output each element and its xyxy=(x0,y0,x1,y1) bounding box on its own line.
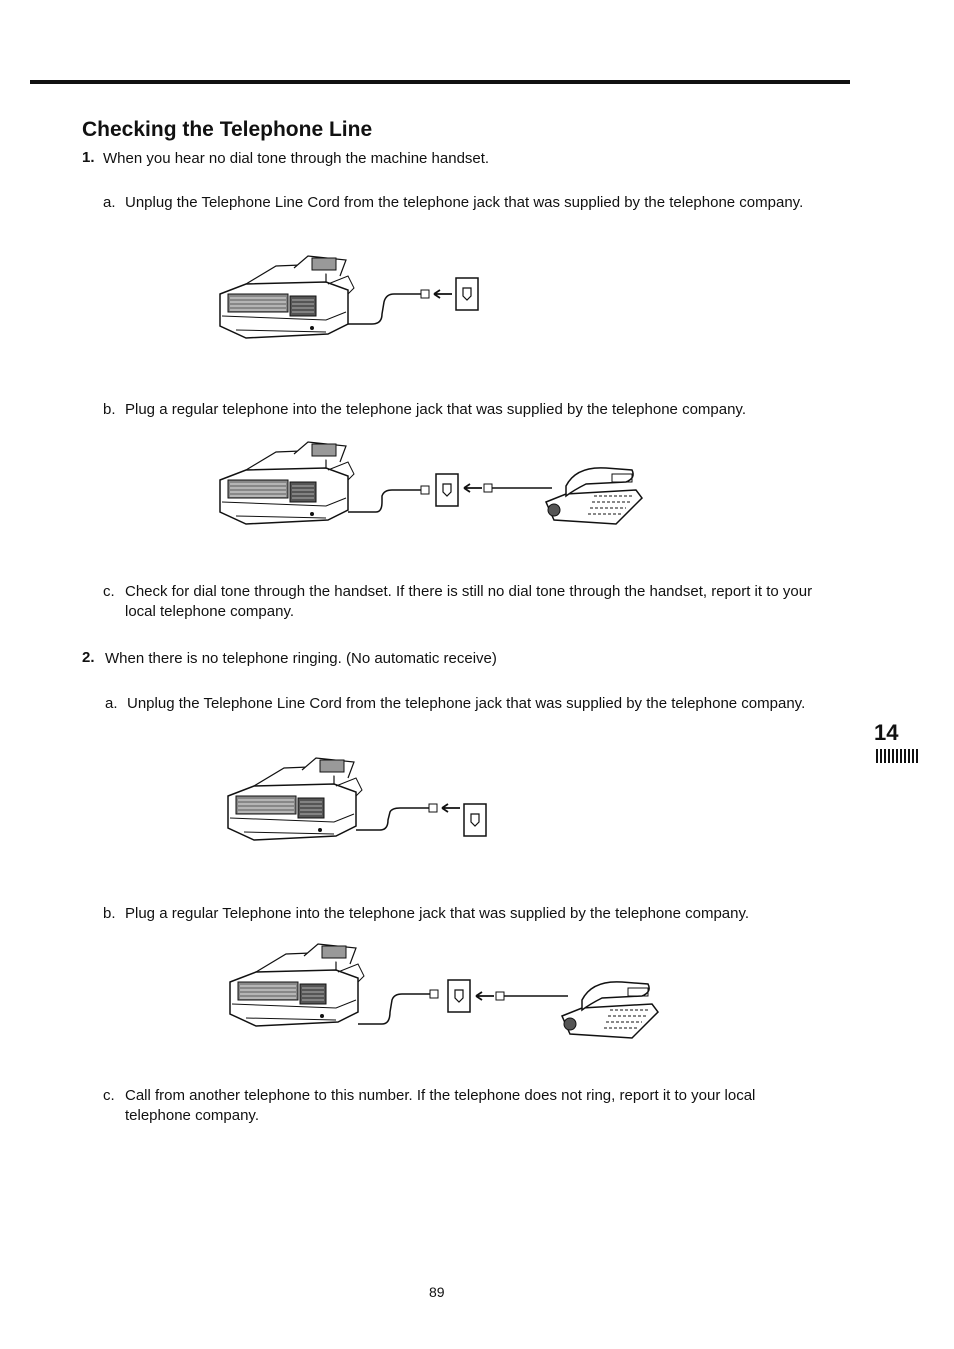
telephone-icon xyxy=(562,982,658,1038)
line-cord xyxy=(358,994,430,1024)
section-number: 14 xyxy=(874,720,899,745)
wall-jack-icon xyxy=(464,804,486,836)
step-1a-text: Unplug the Telephone Line Cord from the telephone jack that was supplied by the telephone company. xyxy=(125,194,804,211)
fax-machine-icon xyxy=(230,944,364,1026)
step-1a-marker: a. xyxy=(103,194,116,211)
plug-icon xyxy=(421,486,429,494)
step-1c-text: Check for dial tone through the handset. If there is still no dial tone through the handset, report it to your local telephone company. xyxy=(125,583,813,620)
step-1b-text: Plug a regular telephone into the telephone jack that was supplied by the telephone company. xyxy=(125,401,746,418)
line-cord xyxy=(356,808,429,830)
fax-machine-icon xyxy=(220,442,354,524)
line-cord xyxy=(348,490,421,512)
section-2-number: 2. xyxy=(82,649,95,666)
step-2b-text: Plug a regular Telephone into the telephone jack that was supplied by the telephone company. xyxy=(125,905,750,922)
step-2a-marker: a. xyxy=(105,695,118,712)
line-cord xyxy=(348,294,421,324)
telephone-icon xyxy=(546,468,642,524)
plug-icon xyxy=(430,990,438,998)
arrow-left-icon xyxy=(476,992,494,1000)
plug-icon xyxy=(484,484,492,492)
arrow-left-icon xyxy=(442,804,460,812)
figure-fax-unplugged xyxy=(216,254,496,354)
step-1b-marker: b. xyxy=(103,401,116,418)
wall-jack-icon xyxy=(448,980,470,1012)
top-rule xyxy=(30,80,850,84)
page-title: Checking the Telephone Line xyxy=(82,118,373,141)
figure-phone-connected xyxy=(216,440,646,550)
section-2-heading: When there is no telephone ringing. (No automatic receive) xyxy=(105,650,497,667)
plug-icon xyxy=(429,804,437,812)
section-1-heading: When you hear no dial tone through the machine handset. xyxy=(103,150,490,167)
step-1c-marker: c. xyxy=(103,583,115,600)
fax-machine-icon xyxy=(220,256,354,338)
section-1-number: 1. xyxy=(82,149,95,166)
section-tab-marker xyxy=(876,749,920,763)
step-2a-text: Unplug the Telephone Line Cord from the telephone jack that was supplied by the telephone company. xyxy=(127,695,806,712)
plug-icon xyxy=(421,290,429,298)
fax-machine-icon xyxy=(228,758,362,840)
plug-icon xyxy=(496,992,504,1000)
wall-jack-icon xyxy=(456,278,478,310)
figure-phone-connected-2 xyxy=(226,942,666,1052)
step-2b-marker: b. xyxy=(103,905,116,922)
arrow-left-icon xyxy=(434,290,452,298)
wall-jack-icon xyxy=(436,474,458,506)
step-2c-text: Call from another telephone to this number. If the telephone does not ring, report it to your local telephone company. xyxy=(125,1087,756,1124)
step-2c-marker: c. xyxy=(103,1087,115,1104)
figure-fax-unplugged-2 xyxy=(224,756,504,856)
arrow-left-icon xyxy=(464,484,482,492)
page-number: 89 xyxy=(429,1284,445,1300)
